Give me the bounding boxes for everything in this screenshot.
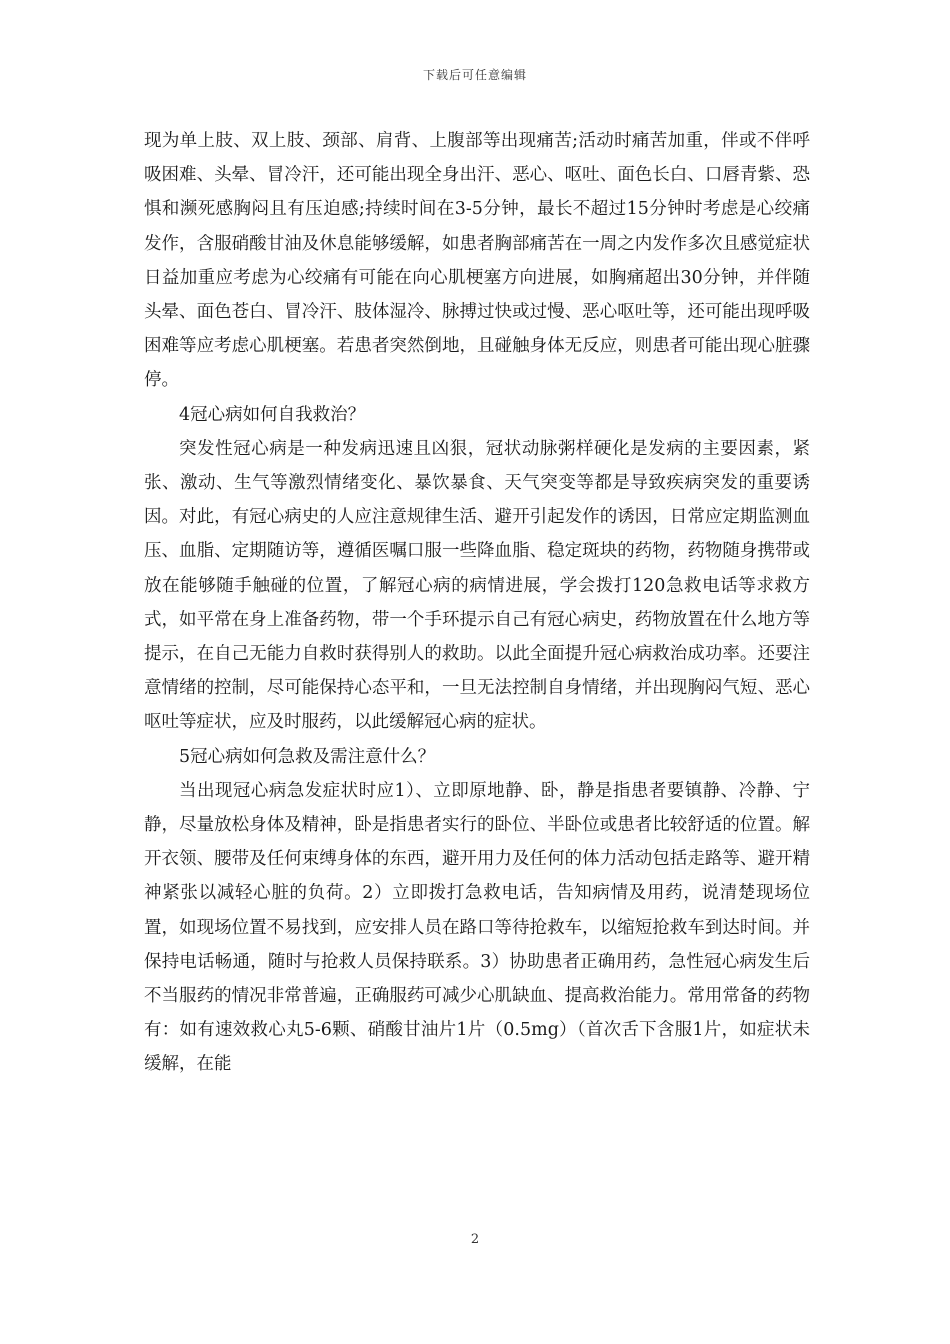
section-heading-5: 5冠心病如何急救及需注意什么？ xyxy=(179,746,436,767)
page-header: 下载后可任意编辑 xyxy=(422,68,527,82)
document-body xyxy=(144,124,810,1082)
paragraph-symptoms: 现为单上肢、双上肢、颈部、肩背、上腹部等出现痛苦;活动时痛苦加重，伴或不伴呼吸困难、头晕、冒冷汗，还可能出现全身出汗、恶心、呕吐、面色长白、口唇青紫、恐惧和濒死感胸闷且有压迫感;持续时间在3-5分钟，最长不超过15分钟时考虑是心绞痛发作，含服硝酸甘油及休息能够缓解，如患者胸部痛苦在一周之内发作多次且感觉症状日益加重应考虑为心绞痛有可能在向心肌梗塞方向进展，如胸痛超出30分钟，并伴随头晕、面色苍白、冒冷汗、肢体湿冷、脉搏过快或过慢、恶心呕吐等，还可能出现呼吸困难等应考虑心肌梗塞。若患者突然倒地，且碰触身体无反应，则患者可能出现心脏骤停。 xyxy=(144,131,810,391)
paragraph-first-aid: 当出现冠心病急发症状时应1）、立即原地静、卧，静是指患者要镇静、冷静、宁静，尽量放松身体及精神，卧是指患者实行的卧位、半卧位或患者比较舒适的位置。解开衣领、腰带及任何束缚身体的东西，避开用力及任何的体力活动包括走路等、避开精神紧张以减轻心脏的负荷。2）立即拨打急救电话，告知病情及用药，说清楚现场位置，如现场位置不易找到，应安排人员在路口等待抢救车，以缩短抢救车到达时间。并保持电话畅通，随时与抢救人员保持联系。3）协助患者正确用药，急性冠心病发生后不当服药的情况非常普遍，正确服药可减少心肌缺血、提高救治能力。常用常备的药物有：如有速效救心丸5-6颗、硝酸甘油片1片（0.5mg）（首次舌下含服1片，如症状未缓解，在能 xyxy=(144,780,810,1075)
paragraph-self-rescue: 突发性冠心病是一种发病迅速且凶狠，冠状动脉粥样硬化是发病的主要因素，紧张、激动、生气等激烈情绪变化、暴饮暴食、天气突变等都是导致疾病突发的重要诱因。对此，有冠心病史的人应注意规律生活、避开引起发作的诱因，日常应定期监测血压、血脂、定期随访等，遵循医嘱口服一些降血脂、稳定斑块的药物，药物随身携带或放在能够随手触碰的位置，了解冠心病的病情进展，学会拨打120急救电话等求救方式，如平常在身上准备药物，带一个手环提示自己有冠心病史，药物放置在什么地方等提示，在自己无能力自救时获得别人的救助。以此全面提升冠心病救治成功率。还要注意情绪的控制，尽可能保持心态平和，一旦无法控制自身情绪，并出现胸闷气短、恶心呕吐等症状，应及时服药，以此缓解冠心病的症状。 xyxy=(144,438,810,733)
page-number: 2 xyxy=(470,1232,480,1247)
section-heading-4: 4冠心病如何自我救治？ xyxy=(179,404,366,425)
